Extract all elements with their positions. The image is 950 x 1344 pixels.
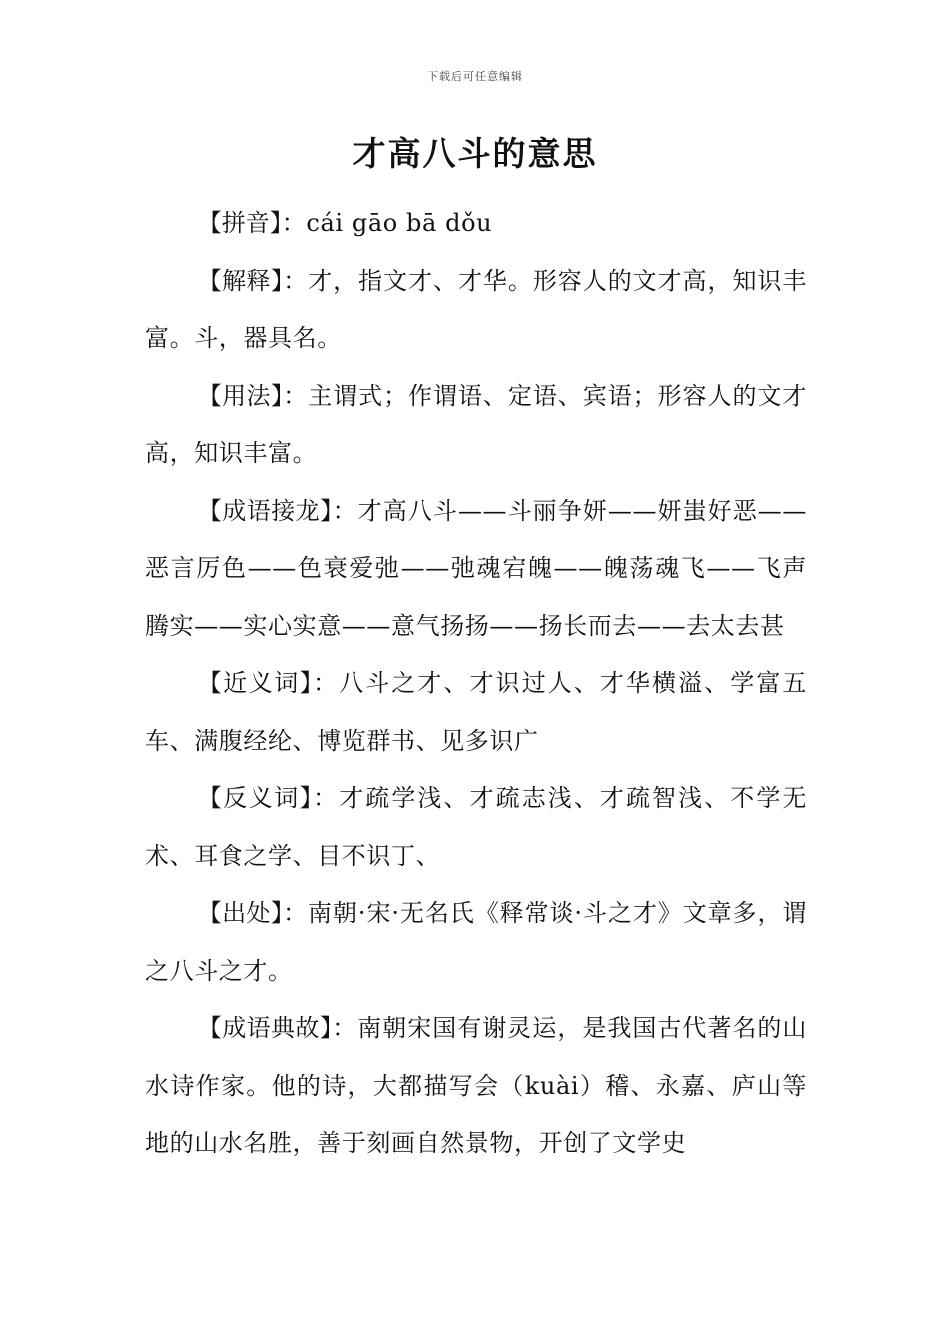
paragraph-label: 【出处】 [197, 899, 284, 927]
page-title: 才高八斗的意思 [352, 134, 598, 173]
paragraph-text: ：南朝·宋·无名氏《释常谈·斗之才》文章多，谓之八斗之才。 [145, 899, 807, 985]
paragraph-text: ：cái gāo bā dǒu [281, 209, 493, 237]
document-body [145, 195, 807, 1173]
paragraph-text: ：主谓式；作谓语、定语、宾语；形容人的文才高，知识丰富。 [145, 381, 807, 467]
paragraph-label: 【成语典故】 [197, 1014, 333, 1042]
paragraph-allusion [145, 1000, 807, 1173]
paragraph-explanation [145, 253, 807, 368]
paragraph-label: 【成语接龙】 [197, 496, 333, 525]
paragraph-source [145, 885, 807, 1000]
paragraph-text: ：南朝宋国有谢灵运，是我国古代著名的山水诗作家。他的诗，大都描写会（kuài）稽、永嘉、庐山等地的山水名胜，善于刻画自然景物，开创了文学史 [145, 1014, 807, 1157]
paragraph-text: ：才高八斗——斗丽争妍——妍蚩好恶——恶言厉色——色衰爱弛——弛魂宕魄——魄荡魂飞——飞声腾实——实心实意——意气扬扬——扬长而去——去太去甚 [145, 496, 808, 640]
paragraph-idiom-chain [145, 483, 807, 656]
paragraph-synonyms [145, 655, 807, 770]
paragraph-label: 【近义词】 [197, 669, 314, 697]
header-note: 下载后可任意编辑 [427, 70, 523, 83]
paragraph-text: ：才疏学浅、才疏志浅、才疏智浅、不学无术、耳食之学、目不识丁、 [145, 784, 808, 870]
paragraph-antonyms [145, 770, 807, 885]
paragraph-label: 【反义词】 [197, 784, 314, 812]
paragraph-pinyin [145, 195, 807, 253]
paragraph-text: ：才，指文才、才华。形容人的文才高，知识丰富。斗，器具名。 [145, 266, 807, 352]
paragraph-text: ：八斗之才、才识过人、才华横溢、学富五车、满腹经纶、博览群书、见多识广 [145, 669, 808, 755]
paragraph-label: 【拼音】 [197, 209, 282, 237]
paragraph-label: 【用法】 [197, 381, 284, 410]
paragraph-usage [145, 368, 807, 483]
paragraph-label: 【解释】 [197, 266, 284, 295]
